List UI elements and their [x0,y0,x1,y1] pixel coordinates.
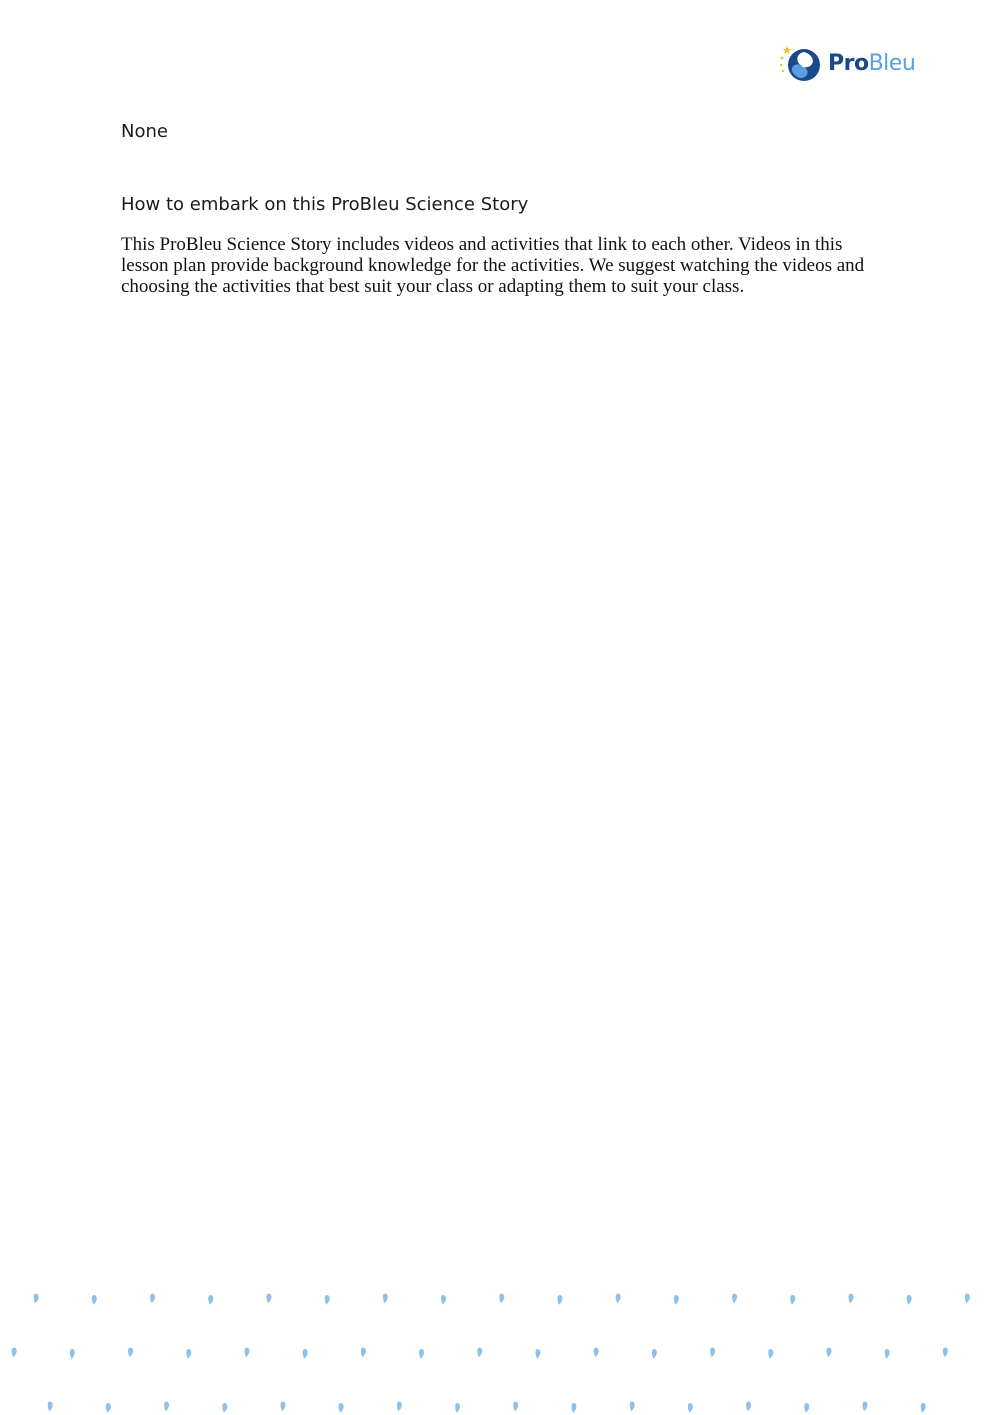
droplet-icon [921,1403,926,1413]
droplet-icon [965,1294,970,1304]
probleu-wordmark [828,53,915,75]
droplet-icon [863,1402,868,1412]
droplet-icon [361,1348,366,1358]
section-paragraph: This ProBleu Science Story includes videos and activities that link to each other. Videos in this lesson plan provide background knowledge for the activities. We suggest watching the videos and choosing the activities that best suit your class or adapting them to suit your class. [121,234,865,297]
droplet-icon [48,1402,53,1412]
wordmark-bleu: Bleu [868,51,916,76]
droplet-icon [325,1295,330,1305]
droplet-icon [455,1403,460,1413]
probleu-logo [778,44,923,84]
wordmark-pro: Pro [828,51,869,76]
droplet-icon [616,1294,621,1304]
droplet-icon [397,1402,402,1412]
droplet-icon [732,1294,737,1304]
droplet-icon [790,1295,795,1305]
droplet-icon [186,1349,191,1359]
droplet-icon [128,1348,133,1358]
droplet-icon [339,1403,344,1413]
droplet-icon [441,1295,446,1305]
droplet-icon [804,1403,809,1413]
droplet-icon [281,1402,286,1412]
droplet-icon [674,1295,679,1305]
meta-text: None [121,121,168,142]
droplet-icon [245,1348,250,1358]
droplet-icon [710,1348,715,1358]
droplet-icon [849,1294,854,1304]
droplet-icon [12,1348,17,1358]
droplet-icon [164,1402,169,1412]
droplet-icon [150,1294,155,1304]
section-heading: How to embark on this ProBleu Science Story [121,194,529,215]
droplet-icon [499,1294,504,1304]
probleu-logo-icon [778,44,824,84]
droplet-icon [34,1294,39,1304]
droplet-icon [70,1349,75,1359]
droplet-icon [92,1295,97,1305]
droplet-icon [513,1402,518,1412]
droplet-icon [536,1349,541,1359]
droplet-icon [594,1348,599,1358]
droplet-icon [222,1403,227,1413]
droplet-icon [267,1294,272,1304]
droplet-icon [768,1349,773,1359]
droplet-icon [106,1403,111,1413]
droplet-icon [477,1348,482,1358]
droplet-icon [383,1294,388,1304]
droplet-pattern-decoration [0,1280,1000,1415]
droplet-icon [630,1402,635,1412]
droplet-icon [688,1403,693,1413]
droplet-icon [907,1295,912,1305]
droplet-icon [572,1403,577,1413]
droplet-icon [943,1348,948,1358]
droplet-icon [303,1349,308,1359]
droplet-icon [208,1295,213,1305]
droplet-icon [885,1349,890,1359]
droplet-icon [419,1349,424,1359]
droplet-icon [652,1349,657,1359]
droplet-icon [746,1402,751,1412]
droplet-icon [558,1295,563,1305]
droplet-icon [827,1348,832,1358]
